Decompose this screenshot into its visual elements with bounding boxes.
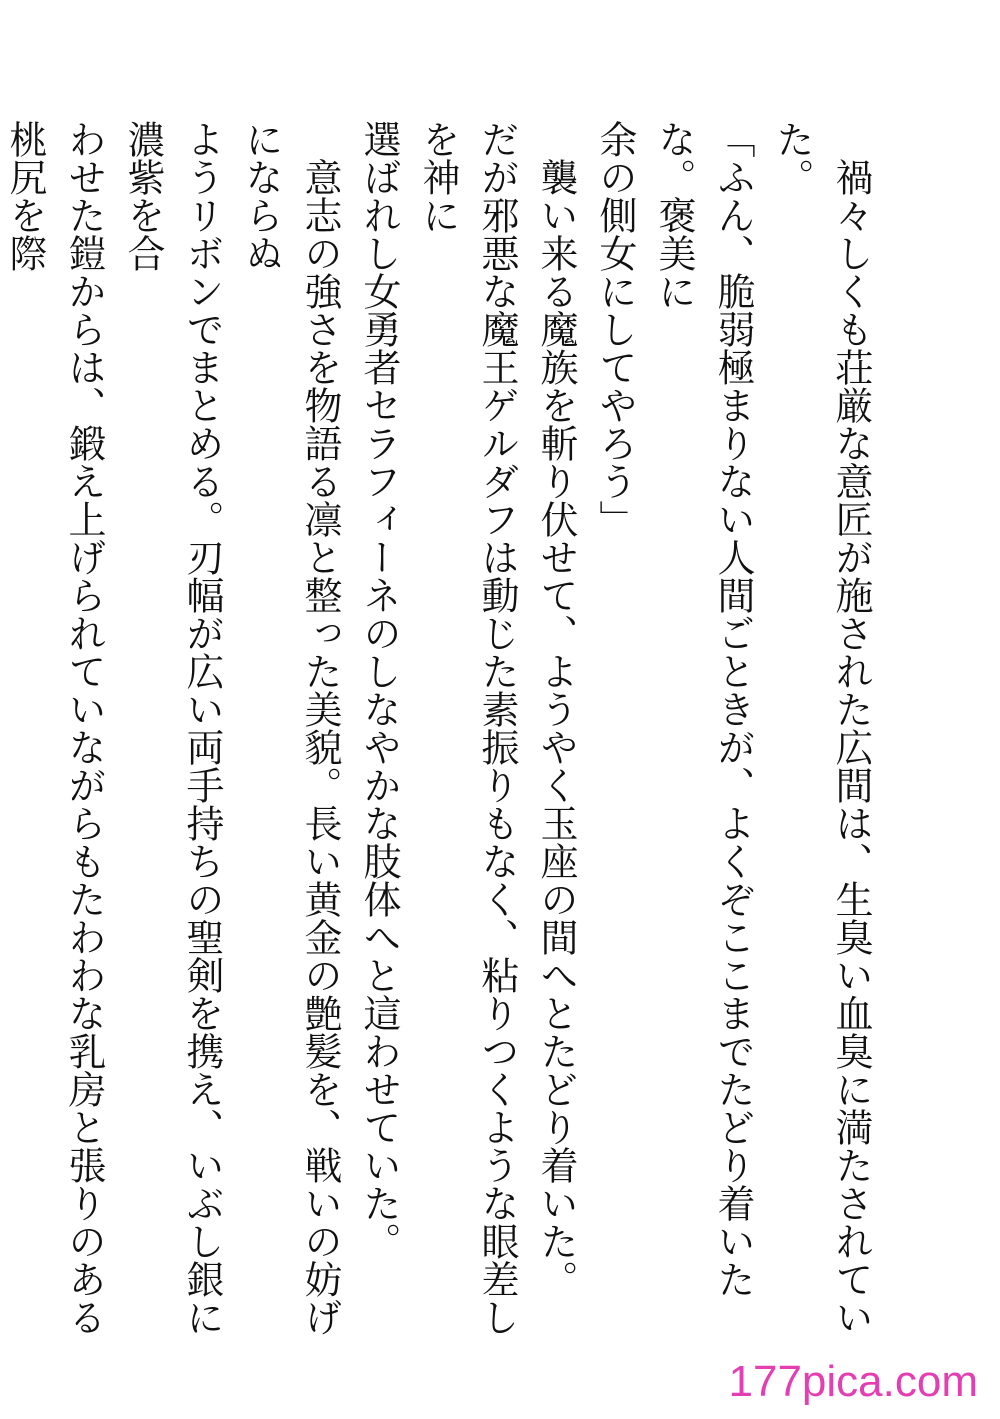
text-line: 「ふん、脆弱極まりない人間ごときが、よくぞここまでたどり着いたな。褒美に — [652, 120, 755, 1298]
text-line: だが邪悪な魔王ゲルダフは動じた素振りもなく、粘りつくような眼差しを神に — [416, 120, 519, 1336]
text-line: 禍々しくも荘厳な意匠が施された広間は、生臭い血臭に満たされていた。 — [770, 120, 873, 1336]
text-line: 選ばれし女勇者セラフィーネのしなやかな肢体へと這わせていた。 — [357, 120, 401, 1260]
watermark: 177pica.com — [728, 1357, 978, 1406]
text-line: わせた鎧からは、鍛え上げられていながらもたわわな乳房と張りのある桃尻を際 — [3, 120, 106, 1336]
text-line: 意志の強さを物語る凛と整った美貌。長い黄金の艶髪を、戦いの妨げにならぬ — [239, 120, 342, 1336]
text-line: ようリボンでまとめる。刃幅が広い両手持ちの聖剣を携え、いぶし銀に濃紫を合 — [121, 120, 224, 1336]
text-line: 襲い来る魔族を斬り伏せて、ようやく玉座の間へとたどり着いた。 — [534, 158, 578, 1298]
vertical-text-body — [0, 120, 880, 1350]
text-line: 余の側女にしてやろう」 — [593, 120, 637, 538]
